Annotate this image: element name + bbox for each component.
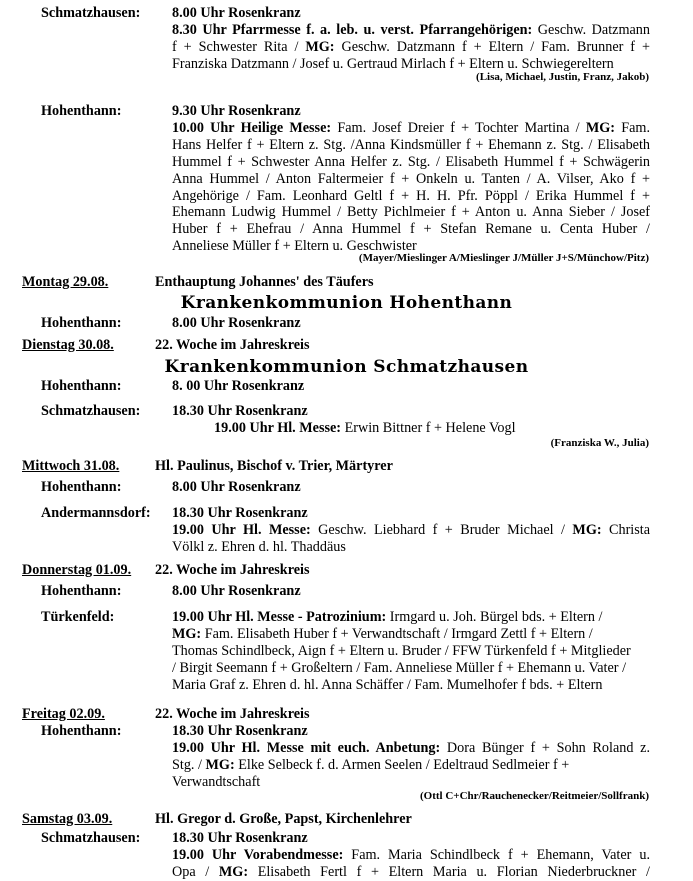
altar-server-note: (Lisa, Michael, Justin, Franz, Jakob) — [476, 71, 649, 83]
service-line: 19.00 Uhr Hl. Messe: Geschw. Liebhard f + Bruder Michael / MG: Christa — [172, 521, 651, 538]
altar-server-note: (Mayer/Mieslinger A/Mieslinger J/Müller J+S/Münchow/Pitz) — [358, 252, 649, 264]
service-line: 8.00 Uhr Rosenkranz — [172, 479, 301, 495]
service-line: 8.00 Uhr Rosenkranz — [172, 583, 301, 599]
day-title: 22. Woche im Jahreskreis — [155, 337, 310, 353]
day-date: Montag 29.08. — [22, 274, 109, 290]
service-block — [172, 103, 650, 255]
service-line: Maria Graf z. Ehren d. hl. Anna Schäffer / Fam. Mumelhofer f bds. + Eltern — [172, 676, 603, 693]
service-line: MG: Fam. Elisabeth Huber f + Verwandtschaft / Irmgard Zettl f + Eltern / — [172, 625, 593, 642]
service-block — [172, 830, 650, 881]
day-title: Enthauptung Johannes' des Täufers — [155, 274, 374, 290]
service-line: 8.00 Uhr Rosenkranz — [172, 315, 301, 331]
service-line: 8.30 Uhr Pfarrmesse f. a. leb. u. verst. Pfarrangehörigen: Geschw. Datzmann — [172, 21, 650, 38]
service-block — [172, 505, 650, 556]
place-label: Hohenthann: — [41, 479, 122, 495]
service-line: Verwandtschaft — [172, 773, 261, 790]
place-label: Schmatzhausen: — [41, 830, 141, 846]
place-label: Hohenthann: — [41, 103, 122, 119]
day-header — [22, 458, 393, 475]
service-block — [172, 403, 650, 437]
service-line: 18.30 Uhr Rosenkranz — [172, 830, 308, 846]
place-label: Hohenthann: — [41, 315, 122, 331]
place-label: Schmatzhausen: — [41, 403, 141, 419]
place-label: Hohenthann: — [41, 723, 122, 739]
altar-server-note: (Ottl C+Chr/Rauchenecker/Reitmeier/Sollfrank) — [420, 790, 649, 802]
day-title: Hl. Gregor d. Große, Papst, Kirchenlehrer — [155, 811, 412, 827]
service-line: 8. 00 Uhr Rosenkranz — [172, 378, 305, 394]
service-line: Anneliese Müller f + Eltern u. Geschwister — [172, 238, 417, 255]
service-block — [172, 723, 650, 791]
service-line: Thomas Schindlbeck, Aign f + Eltern u. Bruder / FFW Türkenfeld f + Mitglieder — [172, 642, 631, 659]
day-date: Samstag 03.09. — [22, 811, 113, 827]
service-line: Anna Hummel / Anton Faltermeier f + Onkeln u. Tanten / A. Vilser, Ako f + — [172, 170, 650, 187]
day-header — [22, 562, 310, 579]
service-line: 19.00 Uhr Vorabendmesse: Fam. Maria Schindlbeck f + Ehemann, Vater u. — [172, 846, 650, 863]
day-title: 22. Woche im Jahreskreis — [155, 562, 310, 578]
service-line: 19.00 Uhr Hl. Messe mit euch. Anbetung: Dora Bünger f + Sohn Roland z. — [172, 739, 651, 756]
service-block — [172, 609, 650, 694]
service-line: 10.00 Uhr Heilige Messe: Fam. Josef Dreier f + Tochter Martina / MG: Fam. — [172, 119, 650, 136]
service-line: Opa / MG: Elisabeth Fertl f + Eltern Maria u. Florian Niederbruckner / — [172, 863, 650, 880]
service-line: / Birgit Seemann f + Großeltern / Fam. Anneliese Müller f + Ehemann u. Vater / — [172, 659, 627, 676]
service-line: 19.00 Uhr Hl. Messe: Erwin Bittner f + Helene Vogl — [214, 419, 516, 436]
service-line: Hummel f + Schwester Anna Helfer z. Stg. / Elisabeth Hummel f + Schwägerin — [172, 153, 650, 170]
service-block — [172, 5, 650, 73]
day-header — [22, 811, 412, 828]
day-header — [22, 706, 310, 723]
service-line: 8.00 Uhr Rosenkranz — [172, 5, 301, 21]
place-label: Andermannsdorf: — [41, 505, 151, 521]
service-line: f + Schwester Rita / MG: Geschw. Datzmann f + Eltern / Fam. Brunner f + — [172, 38, 650, 55]
communion-banner: Krankenkommunion Hohenthann — [180, 293, 513, 313]
place-label: Schmatzhausen: — [41, 5, 141, 21]
service-line: Völkl z. Ehren d. hl. Thaddäus — [172, 538, 346, 555]
service-line: Hans Helfer f + Eltern z. Stg. /Anna Kindsmüller f + Ehemann z. Stg. / Elisabeth — [172, 136, 650, 153]
day-date: Freitag 02.09. — [22, 706, 105, 722]
day-date: Mittwoch 31.08. — [22, 458, 120, 474]
service-line: Angehörige / Fam. Leonhard Geltl f + H. H. Pfr. Pöppl / Erika Hummel f + — [172, 187, 650, 204]
service-line: Huber f + Ehefrau / Anna Hummel f + Stefan Remane u. Centa Huber / — [172, 221, 650, 238]
day-title: Hl. Paulinus, Bischof v. Trier, Märtyrer — [155, 458, 393, 474]
place-label: Türkenfeld: — [41, 609, 115, 625]
service-line: Franziska Datzmann / Josef u. Gertraud Mirlach f + Eltern u. Schwiegereltern — [172, 55, 614, 72]
service-line: Ehemann Ludwig Hummel / Betty Pichlmeier f + Anton u. Anna Sieber / Josef — [172, 204, 650, 221]
service-line: 19.00 Uhr Hl. Messe - Patrozinium: Irmgard u. Joh. Bürgel bds. + Eltern / — [172, 609, 603, 625]
service-line: 18.30 Uhr Rosenkranz — [172, 723, 308, 739]
service-line: Stg. / MG: Elke Selbeck f. d. Armen Seelen / Edeltraud Sedlmeier f + — [172, 756, 570, 773]
day-header — [22, 337, 310, 354]
place-label: Hohenthann: — [41, 378, 122, 394]
day-date: Dienstag 30.08. — [22, 337, 114, 353]
service-line: 18.30 Uhr Rosenkranz — [172, 403, 308, 419]
place-label: Hohenthann: — [41, 583, 122, 599]
day-title: 22. Woche im Jahreskreis — [155, 706, 310, 722]
altar-server-note: (Franziska W., Julia) — [550, 437, 649, 449]
day-header — [22, 274, 374, 291]
service-line: 9.30 Uhr Rosenkranz — [172, 103, 301, 119]
day-date: Donnerstag 01.09. — [22, 562, 132, 578]
service-line: 18.30 Uhr Rosenkranz — [172, 505, 308, 521]
communion-banner: Krankenkommunion Schmatzhausen — [164, 357, 529, 377]
